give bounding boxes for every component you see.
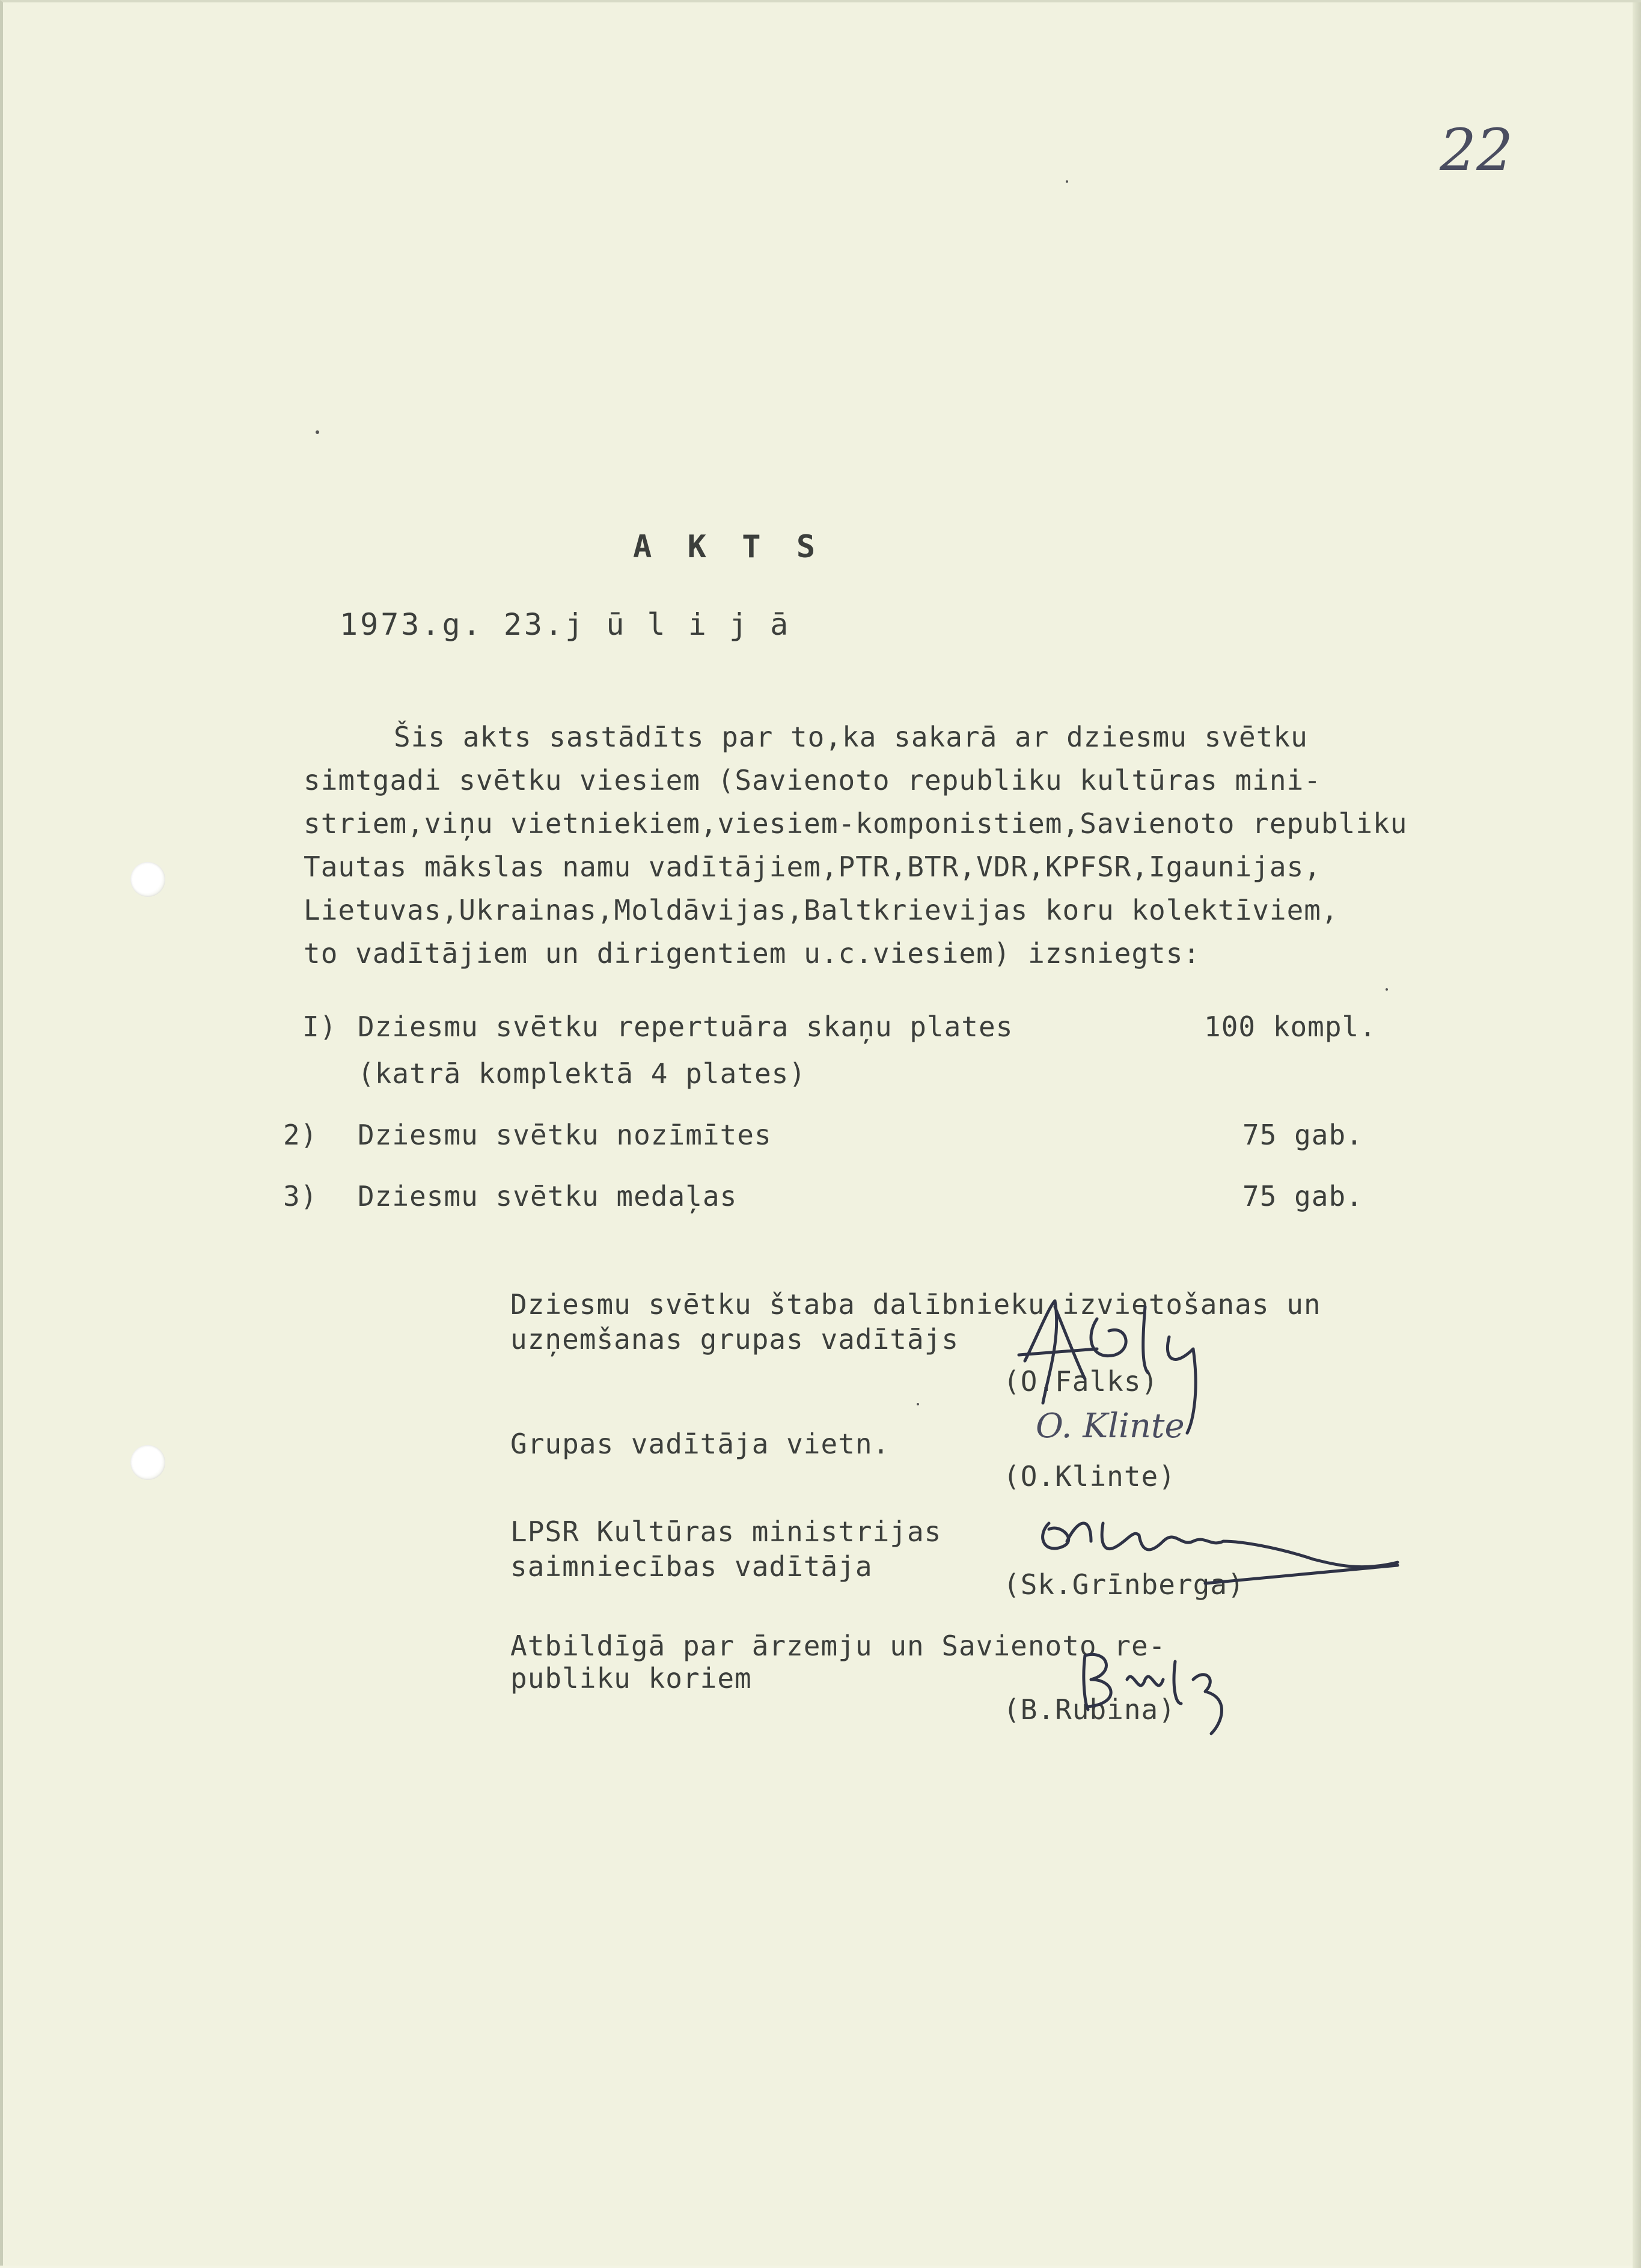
intro-line: striem,viņu vietniekiem,viesiem-komponistiem,Savienoto republiku [304, 807, 1408, 840]
signatory-role: LPSR Kultūras ministrijas [510, 1515, 942, 1548]
signatory-name: (Sk.Grīnberga) [1003, 1568, 1245, 1601]
document-date: 1973.g. 23.j ū l i j ā [340, 607, 791, 642]
item-quantity: 100 kompl. [1204, 1010, 1377, 1043]
signature-rubina [1073, 1643, 1253, 1740]
signatory-role: Dziesmu svētku štaba dalībnieku izvietošanas un [510, 1288, 1321, 1321]
punch-hole-bottom [130, 1445, 165, 1480]
signature-klinte: O. Klinte [1036, 1407, 1185, 1446]
signatory-name: (O.Klinte) [1003, 1460, 1176, 1493]
speck [1386, 988, 1388, 991]
intro-line: Tautas mākslas namu vadītājiem,PTR,BTR,VDR,KPFSR,Igaunijas, [304, 851, 1321, 883]
item-name: Dziesmu svētku medaļas [358, 1180, 738, 1212]
item-quantity: 75 gab. [1242, 1180, 1363, 1212]
item-quantity: 75 gab. [1242, 1119, 1363, 1151]
intro-line: Šis akts sastādīts par to,ka sakarā ar dziesmu svētku [394, 721, 1308, 753]
paper-edge [1633, 2, 1641, 2268]
signatory-name: (B.Rubina) [1003, 1693, 1176, 1726]
punch-hole-top [130, 862, 165, 897]
speck [917, 1403, 919, 1405]
item-note: (katrā komplektā 4 plates) [358, 1057, 807, 1090]
speck [1066, 180, 1068, 183]
document-title: A K T S [633, 529, 824, 565]
signatory-role: publiku koriem [510, 1662, 752, 1695]
signatory-role: uzņemšanas grupas vadītājs [510, 1323, 959, 1356]
intro-line: Lietuvas,Ukrainas,Moldāvijas,Baltkrievijas koru kolektīviem, [304, 894, 1339, 926]
signatory-role: Grupas vadītāja vietn. [510, 1428, 890, 1460]
item-name: Dziesmu svētku nozīmītes [358, 1119, 772, 1151]
intro-line: simtgadi svētku viesiem (Savienoto republiku kultūras mini- [304, 764, 1321, 796]
signatory-name: (O.Falks) [1003, 1365, 1159, 1398]
speck [316, 430, 319, 434]
item-number: 2) [283, 1119, 318, 1151]
signatory-role: saimniecības vadītāja [510, 1550, 873, 1583]
signature-grinberga [1025, 1505, 1422, 1601]
page-number: 22 [1440, 117, 1514, 184]
item-number: 3) [283, 1180, 318, 1212]
intro-line: to vadītājiem un dirigentiem u.c.viesiem) izsniegts: [304, 937, 1201, 970]
item-number: I) [302, 1010, 337, 1043]
signatory-role: Atbildīgā par ārzemju un Savienoto re- [510, 1630, 1166, 1662]
item-name: Dziesmu svētku repertuāra skaņu plates [358, 1010, 1013, 1043]
